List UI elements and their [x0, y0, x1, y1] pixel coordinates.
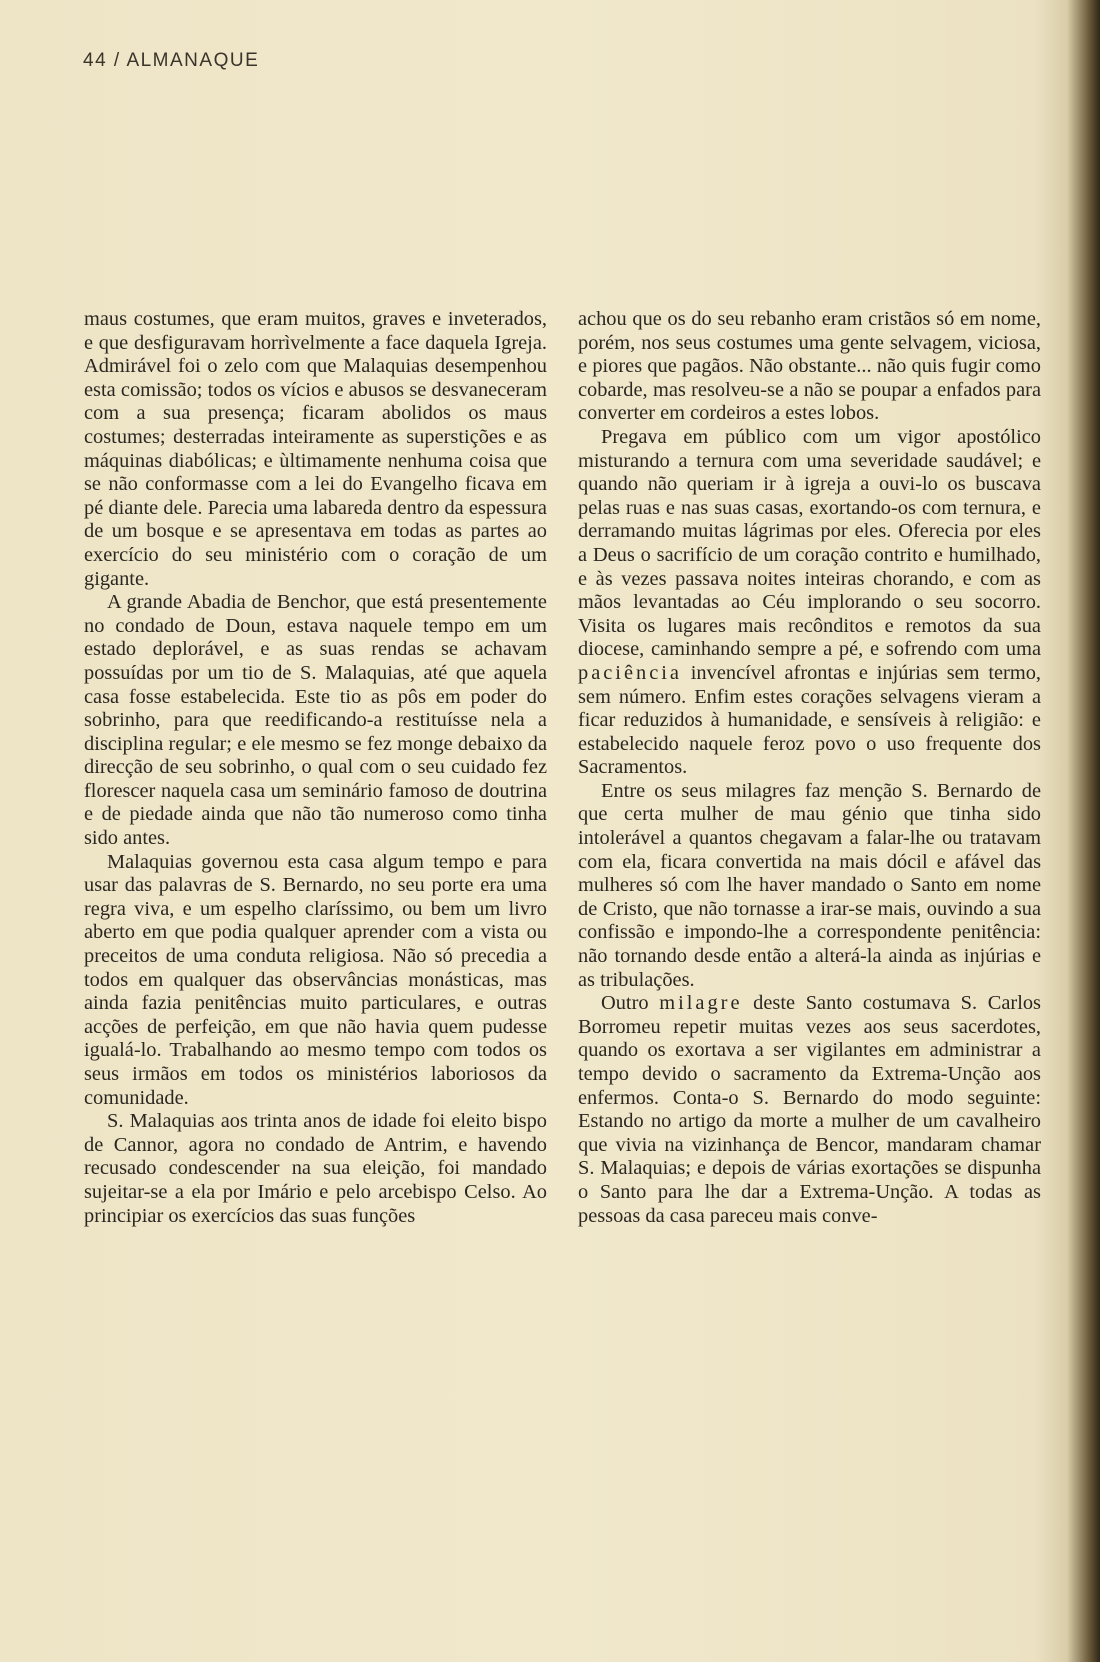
- page-number: 44: [83, 50, 108, 71]
- paragraph-text: Pregava em público com um vigor apostólico misturando a ternura com uma severidade saudável; e quando não queriam ir à igreja a ouvi-lo os buscava pelas ruas e nas suas casas, exortando-os com ternura, e derramando muitas lágrimas por eles. Oferecia por eles a Deus o sacrifício de um coração contrito e humilhado, e às vezes passava noites inteiras chorando, e com as mãos levantadas ao Céu implorando o seu socorro. Visita os lugares mais recônditos e remotos da sua diocese, caminhando sempre a pé, e sofrendo com uma: [578, 425, 1041, 661]
- paragraph-text: Outro: [601, 992, 649, 1015]
- right-column: [578, 308, 1041, 1228]
- paragraph: Malaquias governou esta casa algum tempo e para usar das palavras de S. Bernardo, no seu porte era uma regra viva, e um espelho claríssimo, ou bem um livro aberto em que podia qualquer aprender com a vista ou preceitos de uma conduta religiosa. Não só precedia a todos em qualquer das observâncias monásticas, mas ainda fazia penitências muito particulares, e outras acções de perfeição, em que não havia quem pudesse igualá-lo. Trabalhando ao mesmo tempo com todos os seus irmãos em todos os ministérios laboriosos da comunidade.: [84, 850, 547, 1109]
- header-separator: /: [113, 50, 121, 71]
- page-header: [83, 50, 259, 72]
- paragraph: maus costumes, que eram muitos, graves e inveterados, e que desfiguravam horrìvelmente a face daquela Igreja. Admirável foi o zelo com que Malaquias desempenhou esta comissão; todos os vícios e abusos se desvaneceram com a sua presença; ficaram abolidos os maus costumes; desterradas inteiramente as superstições e as máquinas diabólicas; e ùltimamente nenhuma coisa que se não conformasse com a lei do Evangelho ficava em pé diante dele. Parecia uma labareda dentro da espessura de um bosque e se apresentava em todas as partes ao exercício do seu ministério com o coração de um gigante.: [84, 308, 547, 590]
- paragraph: achou que os do seu rebanho eram cristãos só em nome, porém, nos seus costumes uma gente selvagem, viciosa, e piores que pagãos. Não obstante... não quis fugir como cobarde, mas resolveu-se a não se poupar a enfados para converter em cordeiros a estes lobos.: [578, 308, 1041, 425]
- spaced-word: paciência: [578, 661, 682, 684]
- paragraph: [578, 426, 1041, 780]
- paragraph: Entre os seus milagres faz menção S. Bernardo de que certa mulher de mau génio que tinha sido intolerável a quantos chegavam a falar-lhe ou tratavam com ela, ficara convertida na mais dócil e afável das mulheres só com lhe haver mandado o Santo em nome de Cristo, que não tornasse a irar-se mais, ouvindo a sua confissão e impondo-lhe a correspondente penitência: não tornando desde então a alterá-la ainda as injúrias e as tribulações.: [578, 779, 1041, 991]
- paragraph: A grande Abadia de Benchor, que está presentemente no condado de Doun, estava naquele tempo em um estado deplorável, e as suas rendas se achavam possuídas por um tio de S. Malaquias, até que aquela casa fosse estabelecida. Este tio as pôs em poder do sobrinho, para que reedificando-a restituísse nela a disciplina regular; e ele mesmo se fez monge debaixo da direcção de seu sobrinho, o qual com o seu cuidado fez florescer naquela casa um seminário famoso de doutrina e de piedade ainda que não tão numeroso como tinha sido antes.: [84, 591, 547, 850]
- left-column: [84, 308, 547, 1228]
- paragraph-text: invencível afrontas e injúrias sem termo, sem número. Enfim estes corações selvagens vieram a ficar reduzidos à humanidade, e sensíveis à religião: e estabelecido naquele feroz povo o uso frequente dos Sacramentos.: [578, 661, 1041, 779]
- running-title: ALMANAQUE: [126, 50, 260, 71]
- paragraph: [578, 992, 1041, 1228]
- paragraph-text: deste Santo costumava S. Carlos Borromeu repetir muitas vezes aos seus sacerdotes, quando os exortava a ser vigilantes em administrar a tempo devido o sacramento da Extrema-Unção aos enfermos. Conta-o S. Bernardo do modo seguinte: Estando no artigo da morte a mulher de um cavalheiro que vivia na vizinhança de Bencor, mandaram chamar S. Malaquias; e depois de várias exortações se dispunha o Santo para lhe dar a Extrema-Unção. A todas as pessoas da casa pareceu mais conve-: [578, 992, 1041, 1227]
- spaced-word: milagre: [659, 992, 743, 1015]
- paragraph: S. Malaquias aos trinta anos de idade foi eleito bispo de Cannor, agora no condado de Antrim, e havendo recusado condescender na sua eleição, foi mandado sujeitar-se a ela por Imário e pelo arcebispo Celso. Ao principiar os exercícios das suas funções: [84, 1110, 547, 1227]
